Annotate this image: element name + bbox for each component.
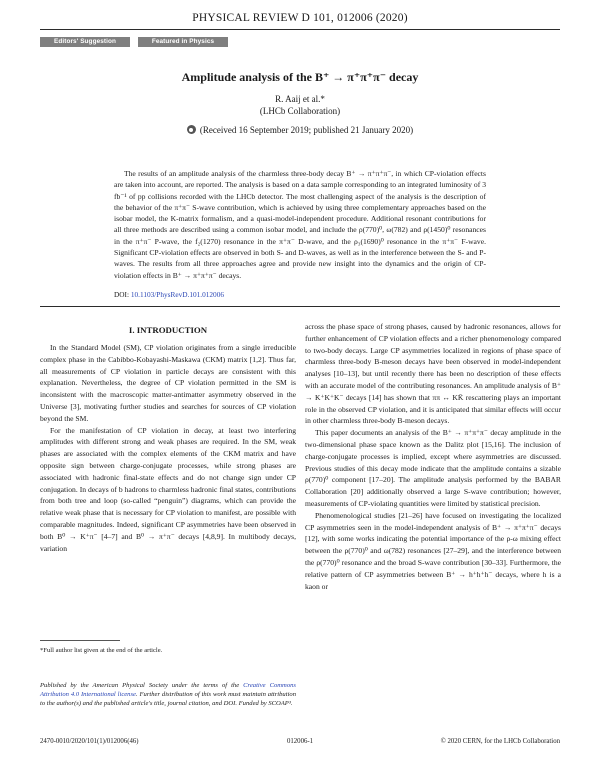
- check-for-updates-icon[interactable]: [187, 125, 196, 134]
- received-dates: (Received 16 September 2019; published 21 January 2020): [199, 125, 414, 135]
- license-link[interactable]: Creative Commons Attribution 4.0 International license: [40, 682, 296, 699]
- footnote-rule: [40, 640, 120, 641]
- abstract-text: The results of an amplitude analysis of the charmless three-body decay B⁺ → π⁺π⁺π⁻, in which CP-violation effects are taken into account, are reported. The analysis is based on a data sample corresponding to an integrated luminosity of 3 fb⁻¹ of pp collisions recorded with the LHCb detector. The most challenging aspect of the analysis is the description of the behavior of the π⁺π⁻ S-wave contribution, which is achieved by using three complementary approaches based on the isobar model, the K-matrix formalism, and a quasi-model-independent procedure. Additional resonant contributions for all three methods are described using a common isobar model, and include the ρ(770)⁰, ω(782) and ρ(1450)⁰ resonances in the π⁺π⁻ P-wave, the f₂(1270) resonance in the π⁺π⁻ D-wave, and the ρ₃(1690)⁰ resonance in the π⁺π⁻ F-wave. Significant CP-violation effects are observed in both S- and D-waves, as well as in the interference between the S- and P-waves. The results from all three approaches agree and provide new insight into the dynamics and the origin of CP-violation effects in B⁺ → π⁺π⁺π⁻ decays.: [114, 169, 486, 280]
- section-heading: I. INTRODUCTION: [128, 325, 208, 335]
- received-line: [0, 125, 600, 135]
- footnote: [40, 646, 296, 655]
- right-column: [305, 321, 561, 592]
- abstract-rule: [40, 306, 560, 307]
- journal-header: PHYSICAL REVIEW D 101, 012006 (2020): [192, 12, 408, 24]
- publication-note-text-end: . Further distribution of this work must maintain attribution to the author(s) and the published article's title, journal citation, and DOI. Funded by SCOAP³.: [40, 691, 296, 708]
- left-column: [40, 342, 296, 554]
- collaboration-line: (LHCb Collaboration): [259, 106, 341, 116]
- article-title: Amplitude analysis of the B⁺ → π⁺π⁺π⁻ decay: [181, 70, 419, 84]
- publication-note-text: Published by the American Physical Society under the terms of the: [40, 682, 244, 689]
- paragraph: In the Standard Model (SM), CP violation originates from a single irreducible complex phase in the Cabibbo-Kobayashi-Maskawa (CKM) matrix [1,2]. Thus far, all measurements of CP violation in particle decays are consistent with this explanation. Nevertheless, the degree of CP violation permitted in the SM is inconsistent with the macroscopic matter-antimatter asymmetry observed in the Universe [3], motivating further studies and searches for sources of CP violation beyond the SM.: [40, 343, 296, 423]
- header-rule: [40, 29, 560, 30]
- doi-label: DOI:: [114, 290, 129, 299]
- doi-link[interactable]: 10.1103/PhysRevD.101.012006: [130, 290, 225, 299]
- footnote-text: *Full author list given at the end of the article.: [40, 647, 163, 654]
- editors-suggestion-tag[interactable]: Editors' Suggestion: [40, 37, 130, 47]
- footer-page-number: 012006-1: [286, 738, 314, 745]
- publication-note: [40, 681, 296, 709]
- footer-issn: 2470-0010/2020/101(1)/012006(46): [40, 738, 139, 745]
- paragraph: Phenomenological studies [21–26] have focused on investigating the localized CP asymmetries seen in the model-independent analysis of B⁺ → π⁺π⁺π⁻ decays [12], with some works indicating the potential importance of the ρ-ω mixing effect between the ρ(770)⁰ and ω(782) resonances [27–29], and the interference between the ρ(770)⁰ resonance and the broad S-wave contribution [30–33]. Furthermore, the relative pattern of CP asymmetries between B⁺ → h⁺h⁺h⁻ decays, where h is a kaon or: [305, 510, 561, 591]
- footer-copyright: © 2020 CERN, for the LHCb Collaboration: [440, 738, 560, 745]
- doi-line: [114, 290, 224, 299]
- abstract: [114, 168, 486, 281]
- featured-in-physics-tag[interactable]: Featured in Physics: [138, 37, 228, 47]
- author-line: R. Aaij et al.*: [275, 94, 325, 104]
- paragraph: For the manifestation of CP violation in decay, at least two interfering amplitudes with different strong and weak phases are required. In the SM, weak phases are associated with the complex elements of the CKM matrix and have opposite sign between charge-conjugate processes, while strong phases are associated with hadronic final-state effects and do not change sign under CP conjugation. In decays of b hadrons to charmless hadronic final states, contributions from both tree and loop (so-called “penguin”) diagrams, which can provide the relative weak phase that is necessary for CP violation to manifest, are possible with comparable magnitudes. Indeed, significant CP asymmetries have been observed in both B⁰ → K⁺π⁻ [4–7] and B⁰ → π⁺π⁻ decays [4,8,9]. In multibody decays, variation: [40, 425, 296, 553]
- paragraph: across the phase space of strong phases, caused by hadronic resonances, allows for further enhancement of CP violation effects and a richer phenomenology compared to two-body decays. Large CP asymmetries localized in regions of phase space of charmless three-body B-meson decays have been observed in model-independent analyses [10–13], but until recently there has been no description of these effects with an accurate model of the contributing resonances. An amplitude analysis of B⁺ → K⁺K⁺K⁻ decays [14] has shown that ππ ↔ KK̄ rescattering plays an important role in the observed CP violation, and it is anticipated that similar effects will occur in other charmless three-body B-meson decays.: [305, 322, 561, 426]
- paragraph: This paper documents an analysis of the B⁺ → π⁺π⁺π⁻ decay amplitude in the two-dimensional phase space known as the Dalitz plot [15,16]. The inclusion of charge-conjugate processes is implied, except where asymmetries are discussed. Previous studies of this decay mode indicate that the amplitude contains a sizable ρ(770)⁰ component [17–20]. The amplitude analysis performed by the BABAR Collaboration [20] additionally observed a large S-wave contribution; however, measurements of CP-violating quantities were limited by statistical precision.: [305, 428, 561, 508]
